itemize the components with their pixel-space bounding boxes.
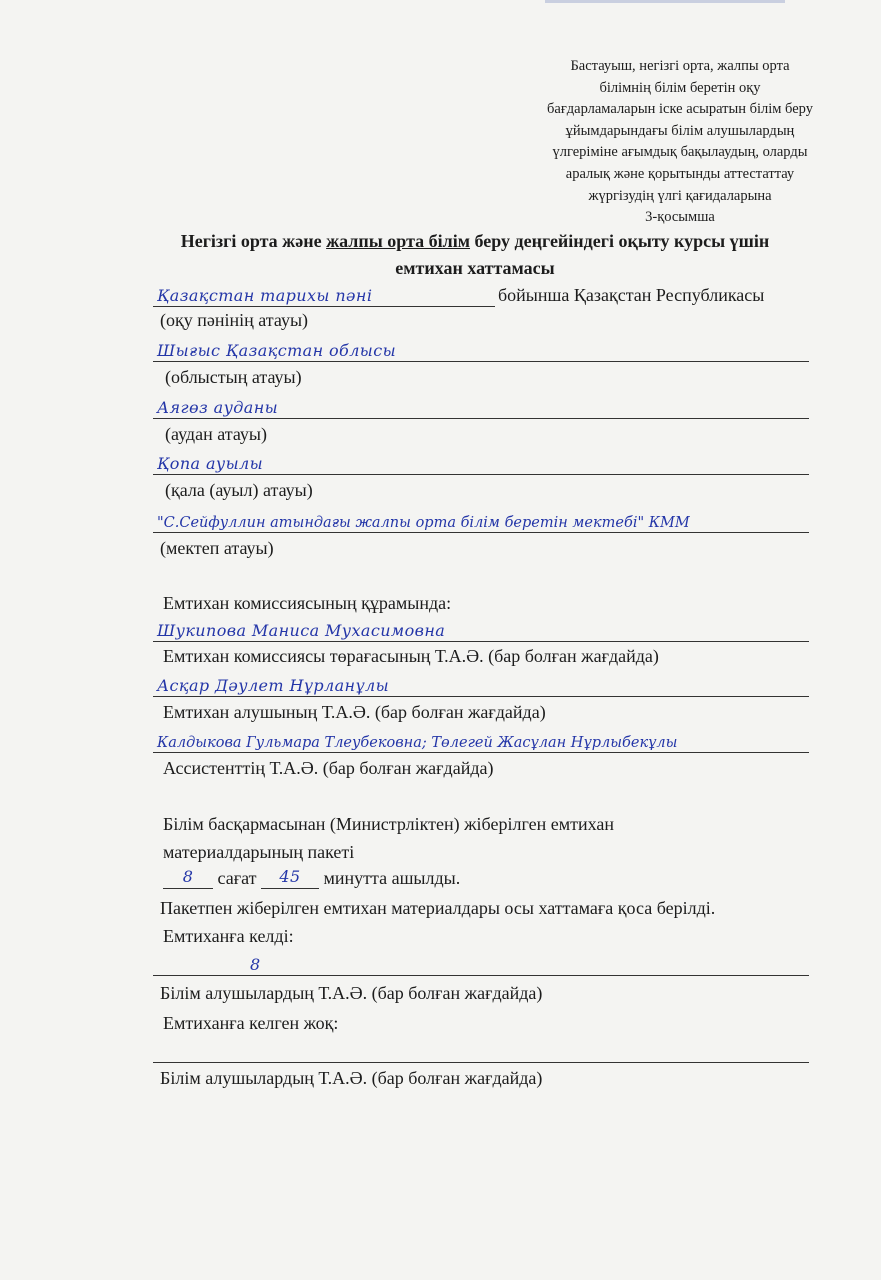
region-field[interactable] xyxy=(153,337,809,362)
chair-value: Шукипова Маниса Мухасимовна xyxy=(157,621,446,640)
minute-field[interactable] xyxy=(261,866,319,889)
region-caption: (облыстың атауы) xyxy=(165,367,302,387)
commission-heading: Емтихан комиссиясының құрамында: xyxy=(163,593,452,613)
scan-edge-line xyxy=(545,0,785,3)
examiner-value: Асқар Дәулет Нұрланұлы xyxy=(157,676,390,695)
school-caption: (мектеп атауы) xyxy=(160,538,274,558)
appendix-note-line: үлгеріміне ағымдық бақылаудың, оларды xyxy=(552,144,808,161)
document-title xyxy=(110,228,840,282)
village-caption: (қала (ауыл) атауы) xyxy=(165,480,313,500)
village-field[interactable] xyxy=(153,450,809,475)
assistants-caption: Ассистенттің Т.А.Ә. (бар болған жағдайда) xyxy=(163,758,494,778)
materials-attached: Пакетпен жіберілген емтихан материалдары осы хаттамаға қоса берілді. xyxy=(160,898,716,918)
examiner-field[interactable] xyxy=(153,672,809,697)
came-label: Емтиханға келді: xyxy=(163,926,294,946)
minute-value: 45 xyxy=(279,867,301,886)
hour-label: сағат xyxy=(217,868,257,888)
absent-caption: Білім алушылардың Т.А.Ә. (бар болған жағдайда) xyxy=(160,1068,543,1088)
school-value: "С.Сейфуллин атындағы жалпы орта білім беретін мектебі" КММ xyxy=(157,515,690,531)
subject-value: Қазақстан тарихы пәні xyxy=(157,286,373,305)
district-field[interactable] xyxy=(153,394,809,419)
minute-label: минутта ашылды. xyxy=(323,868,461,888)
school-field[interactable] xyxy=(153,508,809,533)
hour-field[interactable] xyxy=(163,866,213,889)
package-line-1: Білім басқармасынан (Министрліктен) жіберілген емтихан xyxy=(163,814,614,834)
assistants-value: Калдыкова Гульмара Тлеубековна; Төлегей Жасұлан Нұрлыбекұлы xyxy=(157,735,678,751)
appendix-note-line: ұйымдарындағы білім алушылардың xyxy=(565,122,795,139)
absent-label: Емтиханға келген жоқ: xyxy=(163,1013,339,1033)
title-underlined: жалпы орта білім xyxy=(326,231,471,251)
appendix-note-line: жүргізудің үлгі қағидаларына xyxy=(588,187,772,204)
district-value: Аягөз ауданы xyxy=(157,398,279,417)
package-time-row xyxy=(163,866,460,889)
title-line-2: емтихан хаттамасы xyxy=(395,258,555,278)
appendix-note-line: бағдарламаларын іске асыратын білім беру xyxy=(547,101,813,118)
appendix-number: 3-қосымша xyxy=(645,209,715,226)
assistants-field[interactable] xyxy=(153,728,809,753)
chair-field[interactable] xyxy=(153,617,809,642)
chair-caption: Емтихан комиссиясы төрағасының Т.А.Ә. (бар болған жағдайда) xyxy=(163,646,659,666)
appendix-note-line: білімнің білім беретін оқу xyxy=(599,79,761,96)
appendix-note-line: аралық және қорытынды аттестаттау xyxy=(565,165,795,182)
came-value: 8 xyxy=(250,955,261,974)
appendix-note-line: Бастауыш, негізгі орта, жалпы орта xyxy=(570,58,790,74)
came-field[interactable] xyxy=(153,951,809,976)
hour-value: 8 xyxy=(182,867,194,886)
subject-field[interactable] xyxy=(153,282,495,307)
district-caption: (аудан атауы) xyxy=(165,424,267,444)
subject-caption: (оқу пәнінің атауы) xyxy=(160,310,309,330)
came-caption: Білім алушылардың Т.А.Ә. (бар болған жағдайда) xyxy=(160,983,543,1003)
village-value: Қопа ауылы xyxy=(157,454,264,473)
title-part: беру деңгейіндегі оқыту курсы үшін xyxy=(470,231,770,251)
package-line-2: материалдарының пакеті xyxy=(163,842,355,862)
absent-field[interactable] xyxy=(153,1038,809,1063)
examiner-caption: Емтихан алушының Т.А.Ә. (бар болған жағдайда) xyxy=(163,702,546,722)
region-value: Шығыс Қазақстан облысы xyxy=(157,341,397,360)
title-part: Негізгі орта және xyxy=(180,231,327,251)
subject-suffix: бойынша Қазақстан Республикасы xyxy=(498,285,765,305)
appendix-note xyxy=(530,56,830,229)
